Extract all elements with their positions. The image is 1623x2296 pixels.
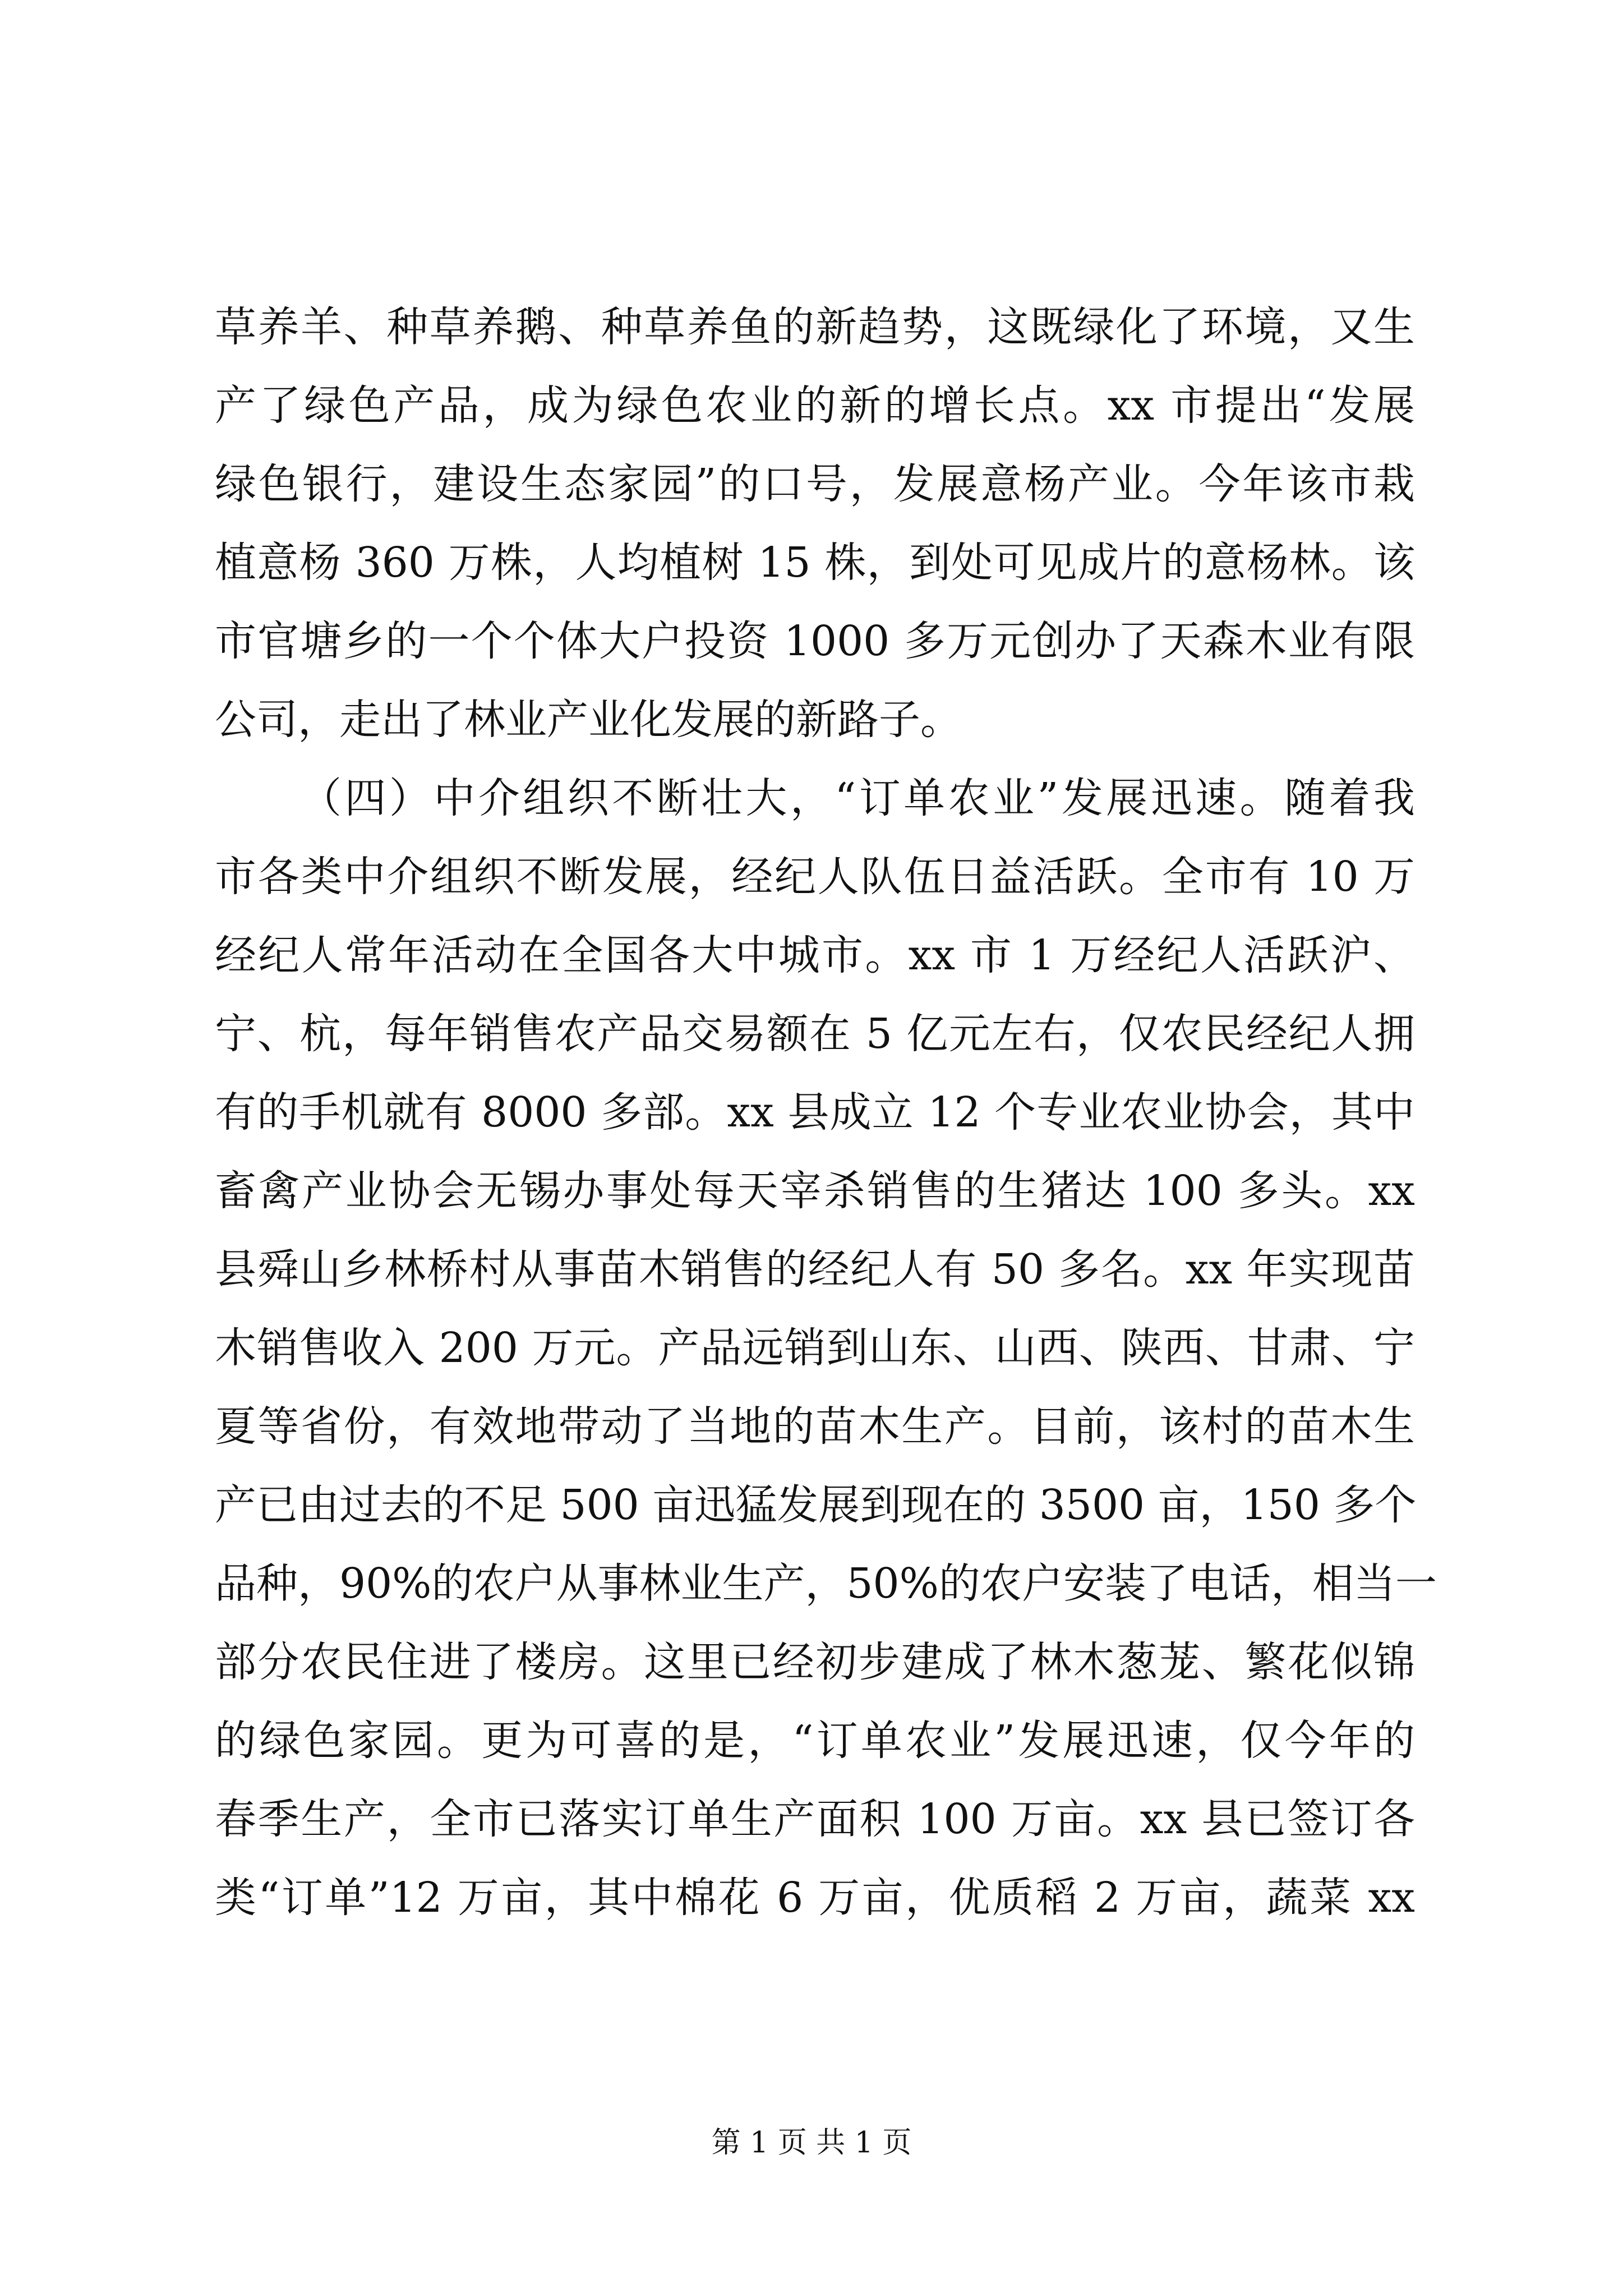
text-line-14: 木销售收入 200 万元。产品远销到山东、山西、陕西、甘肃、宁 <box>215 1324 1415 1372</box>
text-line-20: 春季生产，全市已落实订单生产面积 100 万亩。xx 县已签订各 <box>215 1795 1415 1843</box>
text-line-3: 绿色银行，建设生态家园”的口号，发展意杨产业。今年该市栽 <box>215 460 1415 508</box>
text-line-8: 市各类中介组织不断发展，经纪人队伍日益活跃。全市有 10 万 <box>215 853 1415 901</box>
text-line-12: 畜禽产业协会无锡办事处每天宰杀销售的生猪达 100 多头。xx <box>215 1167 1415 1215</box>
text-line-4: 植意杨 360 万株，人均植树 15 株，到处可见成片的意杨林。该 <box>215 539 1415 587</box>
text-line-9: 经纪人常年活动在全国各大中城市。xx 市 1 万经纪人活跃沪、 <box>215 931 1415 979</box>
text-line-16: 产已由过去的不足 500 亩迅猛发展到现在的 3500 亩，150 多个 <box>215 1481 1417 1529</box>
text-line-15: 夏等省份，有效地带动了当地的苗木生产。目前，该村的苗木生 <box>215 1402 1415 1451</box>
text-line-17: 品种，90%的农户从事林业生产，50%的农户安装了电话，相当一 <box>215 1559 1437 1608</box>
text-line-10: 宁、杭，每年销售农产品交易额在 5 亿元左右，仅农民经纪人拥 <box>215 1010 1415 1058</box>
text-line-19: 的绿色家园。更为可喜的是，“订单农业”发展迅速，仅今年的 <box>215 1717 1415 1765</box>
text-line-13: 县舜山乡林桥村从事苗木销售的经纪人有 50 多名。xx 年实现苗 <box>215 1245 1415 1294</box>
text-line-7: （四）中介组织不断壮大，“订单农业”发展迅速。随着我 <box>300 774 1415 822</box>
page-footer: 第 1 页 共 1 页 <box>711 2126 912 2160</box>
text-line-5: 市官塘乡的一个个体大户投资 1000 多万元创办了天森木业有限 <box>215 617 1415 665</box>
text-line-18: 部分农民住进了楼房。这里已经初步建成了林木葱茏、繁花似锦 <box>215 1638 1415 1686</box>
text-line-11: 有的手机就有 8000 多部。xx 县成立 12 个专业农业协会，其中 <box>215 1088 1415 1137</box>
text-line-21: 类“订单”12 万亩，其中棉花 6 万亩，优质稻 2 万亩，蔬菜 xx <box>215 1874 1415 1922</box>
text-line-1: 草养羊、种草养鹅、种草养鱼的新趋势，这既绿化了环境，又生 <box>215 303 1415 351</box>
text-line-2: 产了绿色产品，成为绿色农业的新的增长点。xx 市提出“发展 <box>215 381 1415 430</box>
text-line-6: 公司，走出了林业产业化发展的新路子。 <box>215 696 962 744</box>
